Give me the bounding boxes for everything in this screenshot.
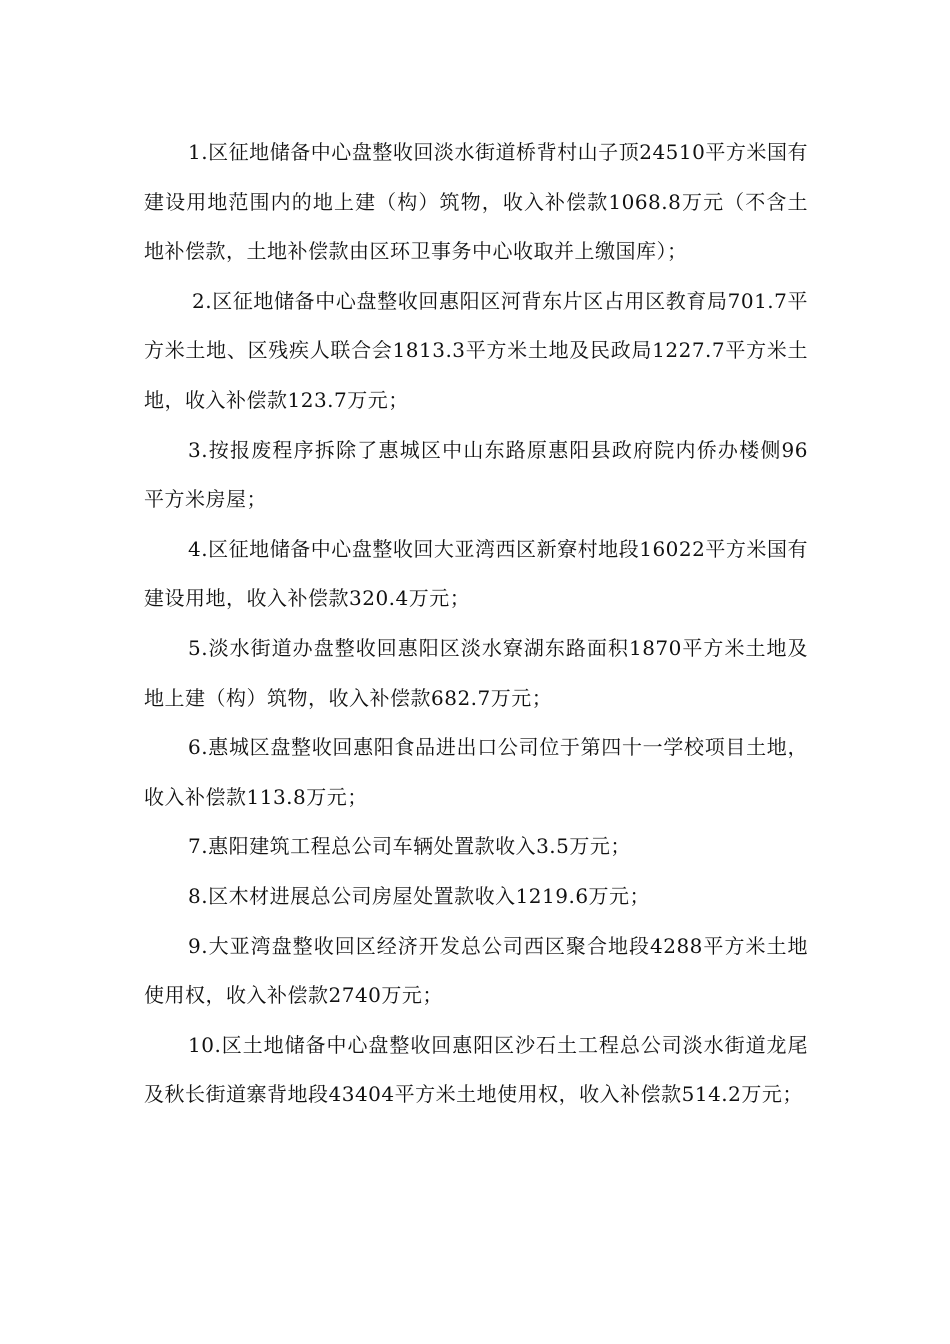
paragraph-7: 7.惠阳建筑工程总公司车辆处置款收入3.5万元；	[188, 834, 631, 859]
paragraph-10: 10.区土地储备中心盘整收回惠阳区沙石土工程总公司淡水街道龙尾及秋长街道寨背地段43404平方米土地使用权，收入补偿款514.2万元；	[144, 1032, 808, 1107]
paragraph-3: 3.按报废程序拆除了惠城区中山东路原惠阳县政府院内侨办楼侧96平方米房屋；	[144, 437, 808, 512]
paragraph-9: 9.大亚湾盘整收回区经济开发总公司西区聚合地段4288平方米土地使用权，收入补偿款2740万元；	[144, 933, 808, 1008]
paragraph-4: 4.区征地储备中心盘整收回大亚湾西区新寮村地段16022平方米国有建设用地，收入补偿款320.4万元；	[144, 536, 808, 611]
document-body	[144, 128, 808, 1120]
paragraph-6: 6.惠城区盘整收回惠阳食品进出口公司位于第四十一学校项目土地，收入补偿款113.8万元；	[144, 735, 808, 809]
paragraph-1: 1.区征地储备中心盘整收回淡水街道桥背村山子顶24510平方米国有建设用地范围内的地上建（构）筑物，收入补偿款1068.8万元（不含土地补偿款，土地补偿款由区环卫事务中心收取并上缴国库）；	[144, 140, 808, 264]
paragraph-2: 2.区征地储备中心盘整收回惠阳区河背东片区占用区教育局701.7平方米土地、区残疾人联合会1813.3平方米土地及民政局1227.7平方米土地，收入补偿款123.7万元；	[144, 288, 808, 412]
paragraph-5: 5.淡水街道办盘整收回惠阳区淡水寮湖东路面积1870平方米土地及地上建（构）筑物，收入补偿款682.7万元；	[144, 635, 808, 710]
paragraph-8: 8.区木材进展总公司房屋处置款收入1219.6万元；	[188, 883, 651, 908]
